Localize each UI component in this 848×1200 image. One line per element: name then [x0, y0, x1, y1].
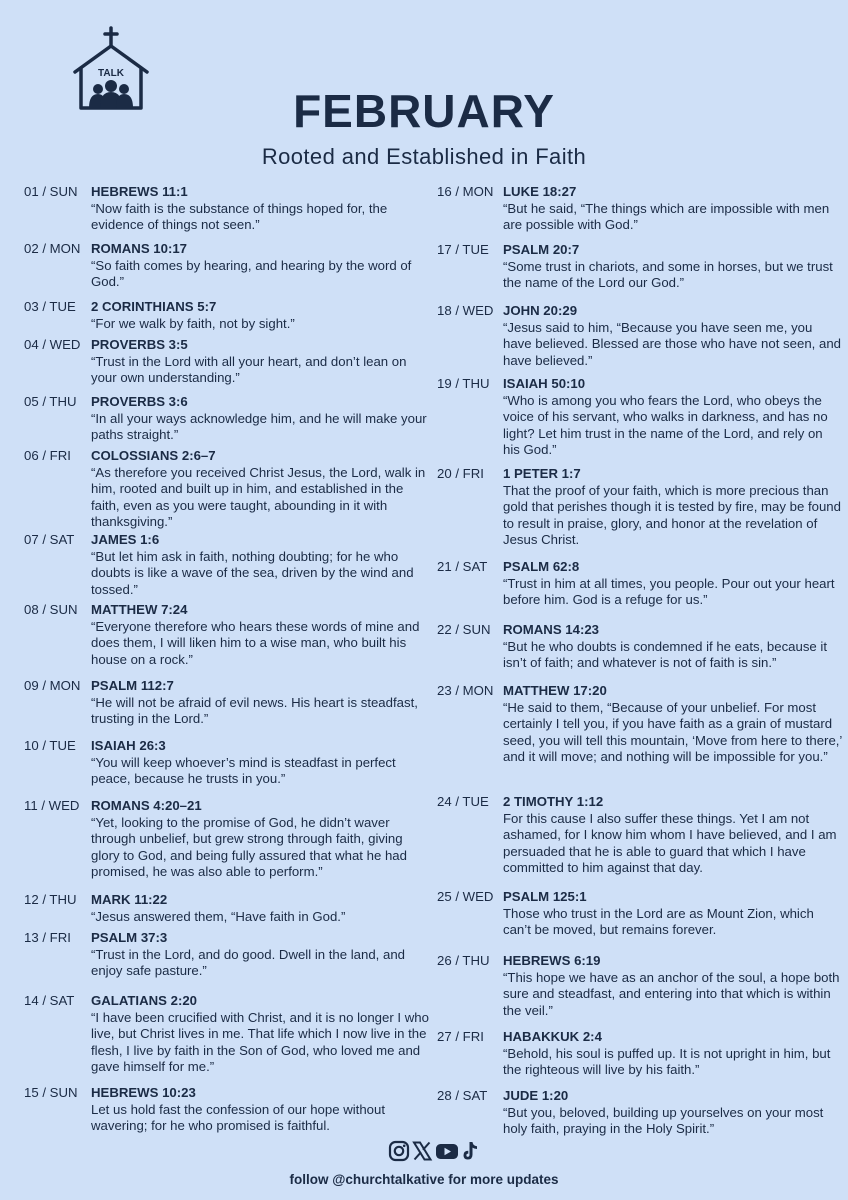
- entry-reference: PROVERBS 3:5: [91, 337, 188, 352]
- entry-reference: PSALM 62:8: [503, 559, 580, 574]
- entry-reference: HEBREWS 11:1: [91, 184, 188, 199]
- entry-reference: 2 CORINTHIANS 5:7: [91, 299, 217, 314]
- entry-day: 14 / SAT: [24, 993, 75, 1008]
- entry-day: 13 / FRI: [24, 930, 71, 945]
- entry-reference: JOHN 20:29: [503, 303, 578, 318]
- social-icons: [388, 1140, 480, 1164]
- entry-reference: PSALM 37:3: [91, 930, 168, 945]
- entry-reference: MATTHEW 17:20: [503, 683, 607, 698]
- entry-verse: “I have been crucified with Christ, and it is no longer I who live, but Christ lives in me. That life which I now live in the flesh, I live by faith in the Son of God, who loved me and gave himself for me.”: [91, 1010, 429, 1074]
- entry-verse: “He will not be afraid of evil news. His heart is steadfast, trusting in the Lord.”: [91, 695, 418, 727]
- entry-day: 21 / SAT: [437, 559, 488, 574]
- entry-reference: PSALM 125:1: [503, 889, 587, 904]
- entry-day: 02 / MON: [24, 241, 81, 256]
- entry-day: 25 / WED: [437, 889, 494, 904]
- logo-text: TALK: [98, 68, 124, 79]
- entry-day: 20 / FRI: [437, 466, 484, 481]
- follow-text: follow @churchtalkative for more updates: [289, 1172, 559, 1187]
- page-subtitle: Rooted and Established in Faith: [261, 144, 587, 169]
- entry-day: 07 / SAT: [24, 532, 75, 547]
- entry-reference: HABAKKUK 2:4: [503, 1029, 602, 1044]
- entry-day: 11 / WED: [24, 798, 80, 813]
- entry-day: 01 / SUN: [24, 184, 78, 199]
- entry-verse: “Trust in him at all times, you people. Pour out your heart before him. God is a refuge for us.”: [503, 576, 835, 608]
- entry-reference: ROMANS 10:17: [91, 241, 188, 256]
- entry-verse: “Yet, looking to the promise of God, he didn’t waver through unbelief, but grew strong through faith, giving glory to God, and being fully assured that what he had promised, he was also able to perform.”: [91, 815, 407, 879]
- entry-verse: “For we walk by faith, not by sight.”: [91, 316, 295, 331]
- entry-day: 09 / MON: [24, 678, 81, 693]
- entry-day: 28 / SAT: [437, 1088, 488, 1103]
- entry-verse: “Who is among you who fears the Lord, who obeys the voice of his servant, who walks in darkness, and has no light? Let him trust in the name of the Lord, and rely on his God.”: [503, 393, 828, 457]
- entry-day: 05 / THU: [24, 394, 77, 409]
- entry-verse: “He said to them, “Because of your unbelief. For most certainly I tell you, if you have faith as a grain of mustard seed, you will tell this mountain, ‘Move from here to there,’ and it will move; and nothing will be impossible for you.”: [503, 700, 842, 764]
- tiktok-icon[interactable]: [461, 1140, 479, 1162]
- entry-day: 08 / SUN: [24, 602, 78, 617]
- entry-day: 15 / SUN: [24, 1085, 78, 1100]
- entry-day: 04 / WED: [24, 337, 81, 352]
- entry-reference: ROMANS 4:20–21: [91, 798, 202, 813]
- entry-day: 23 / MON: [437, 683, 494, 698]
- entry-day: 22 / SUN: [437, 622, 491, 637]
- entry-verse: “Behold, his soul is puffed up. It is not upright in him, but the righteous will live by his faith.”: [503, 1046, 831, 1078]
- entry-reference: HEBREWS 10:23: [91, 1085, 196, 1100]
- entry-reference: 2 TIMOTHY 1:12: [503, 794, 604, 809]
- entry-day: 19 / THU: [437, 376, 490, 391]
- entry-day: 16 / MON: [437, 184, 494, 199]
- page-title: FEBRUARY: [293, 85, 555, 137]
- entry-day: 18 / WED: [437, 303, 494, 318]
- entry-verse: “But let him ask in faith, nothing doubting; for he who doubts is like a wave of the sea, driven by the wind and tossed.”: [91, 549, 414, 597]
- entry-verse: Those who trust in the Lord are as Mount Zion, which can’t be moved, but remains forever.: [503, 906, 814, 938]
- entry-day: 12 / THU: [24, 892, 77, 907]
- entry-verse: “But he said, “The things which are impossible with men are possible with God.”: [503, 201, 830, 233]
- entry-reference: JUDE 1:20: [503, 1088, 569, 1103]
- entry-reference: COLOSSIANS 2:6–7: [91, 448, 216, 463]
- x-icon[interactable]: [411, 1140, 433, 1162]
- entry-verse: That the proof of your faith, which is more precious than gold that perishes though it is tested by fire, may be found to result in praise, glory, and honor at the revelation of Jesus Christ.: [503, 483, 841, 547]
- entry-verse: “Some trust in chariots, and some in horses, but we trust the name of the Lord our God.”: [503, 259, 833, 291]
- entry-day: 06 / FRI: [24, 448, 71, 463]
- entry-day: 03 / TUE: [24, 299, 76, 314]
- entry-verse: “Everyone therefore who hears these words of mine and does them, I will liken him to a wise man, who built his house on a rock.”: [91, 619, 420, 667]
- entry-verse: “You will keep whoever’s mind is steadfast in perfect peace, because he trusts in you.”: [91, 755, 396, 787]
- entry-reference: HEBREWS 6:19: [503, 953, 601, 968]
- entry-reference: PROVERBS 3:6: [91, 394, 188, 409]
- entry-day: 27 / FRI: [437, 1029, 484, 1044]
- entry-day: 17 / TUE: [437, 242, 489, 257]
- entry-verse: Let us hold fast the confession of our hope without wavering; for he who promised is faithful.: [91, 1102, 385, 1134]
- entry-verse: “As therefore you received Christ Jesus, the Lord, walk in him, rooted and built up in him, and established in the faith, even as you were taught, abounding in it with thanksgiving.”: [91, 465, 426, 529]
- entry-verse: “So faith comes by hearing, and hearing by the word of God.”: [91, 258, 412, 290]
- entry-verse: “Trust in the Lord with all your heart, and don’t lean on your own understanding.”: [91, 354, 407, 386]
- entry-reference: PSALM 112:7: [91, 678, 174, 693]
- entry-verse: “But you, beloved, building up yourselves on your most holy faith, praying in the Holy Spirit.”: [503, 1105, 824, 1137]
- entry-verse: “This hope we have as an anchor of the soul, a hope both sure and steadfast, and entering into that which is within the veil.”: [503, 970, 840, 1018]
- entry-reference: ROMANS 14:23: [503, 622, 600, 637]
- entry-reference: PSALM 20:7: [503, 242, 580, 257]
- entry-reference: ISAIAH 26:3: [91, 738, 166, 753]
- instagram-icon[interactable]: [388, 1140, 410, 1162]
- entry-verse: “But he who doubts is condemned if he eats, because it isn’t of faith; and whatever is not of faith is sin.”: [503, 639, 828, 671]
- entry-verse: “In all your ways acknowledge him, and he will make your paths straight.”: [91, 411, 427, 443]
- entry-reference: ISAIAH 50:10: [503, 376, 586, 391]
- entry-day: 26 / THU: [437, 953, 490, 968]
- entry-verse: “Jesus said to him, “Because you have seen me, you have believed. Blessed are those who have not seen, and have believed.”: [503, 320, 841, 368]
- entry-reference: MARK 11:22: [91, 892, 168, 907]
- entry-reference: 1 PETER 1:7: [503, 466, 581, 481]
- entry-reference: GALATIANS 2:20: [91, 993, 198, 1008]
- entry-day: 24 / TUE: [437, 794, 489, 809]
- entry-reference: JAMES 1:6: [91, 532, 160, 547]
- youtube-icon[interactable]: [435, 1140, 459, 1162]
- entry-verse: For this cause I also suffer these things. Yet I am not ashamed, for I know him whom I have believed, and I am persuaded that he is able to guard that which I have committed to him against that day.: [503, 811, 837, 875]
- entry-reference: LUKE 18:27: [503, 184, 577, 199]
- entry-reference: MATTHEW 7:24: [91, 602, 188, 617]
- entry-day: 10 / TUE: [24, 738, 76, 753]
- entry-verse: “Jesus answered them, “Have faith in God.”: [91, 909, 346, 924]
- entry-verse: “Trust in the Lord, and do good. Dwell in the land, and enjoy safe pasture.”: [91, 947, 406, 979]
- entry-verse: “Now faith is the substance of things hoped for, the evidence of things not seen.”: [91, 201, 388, 233]
